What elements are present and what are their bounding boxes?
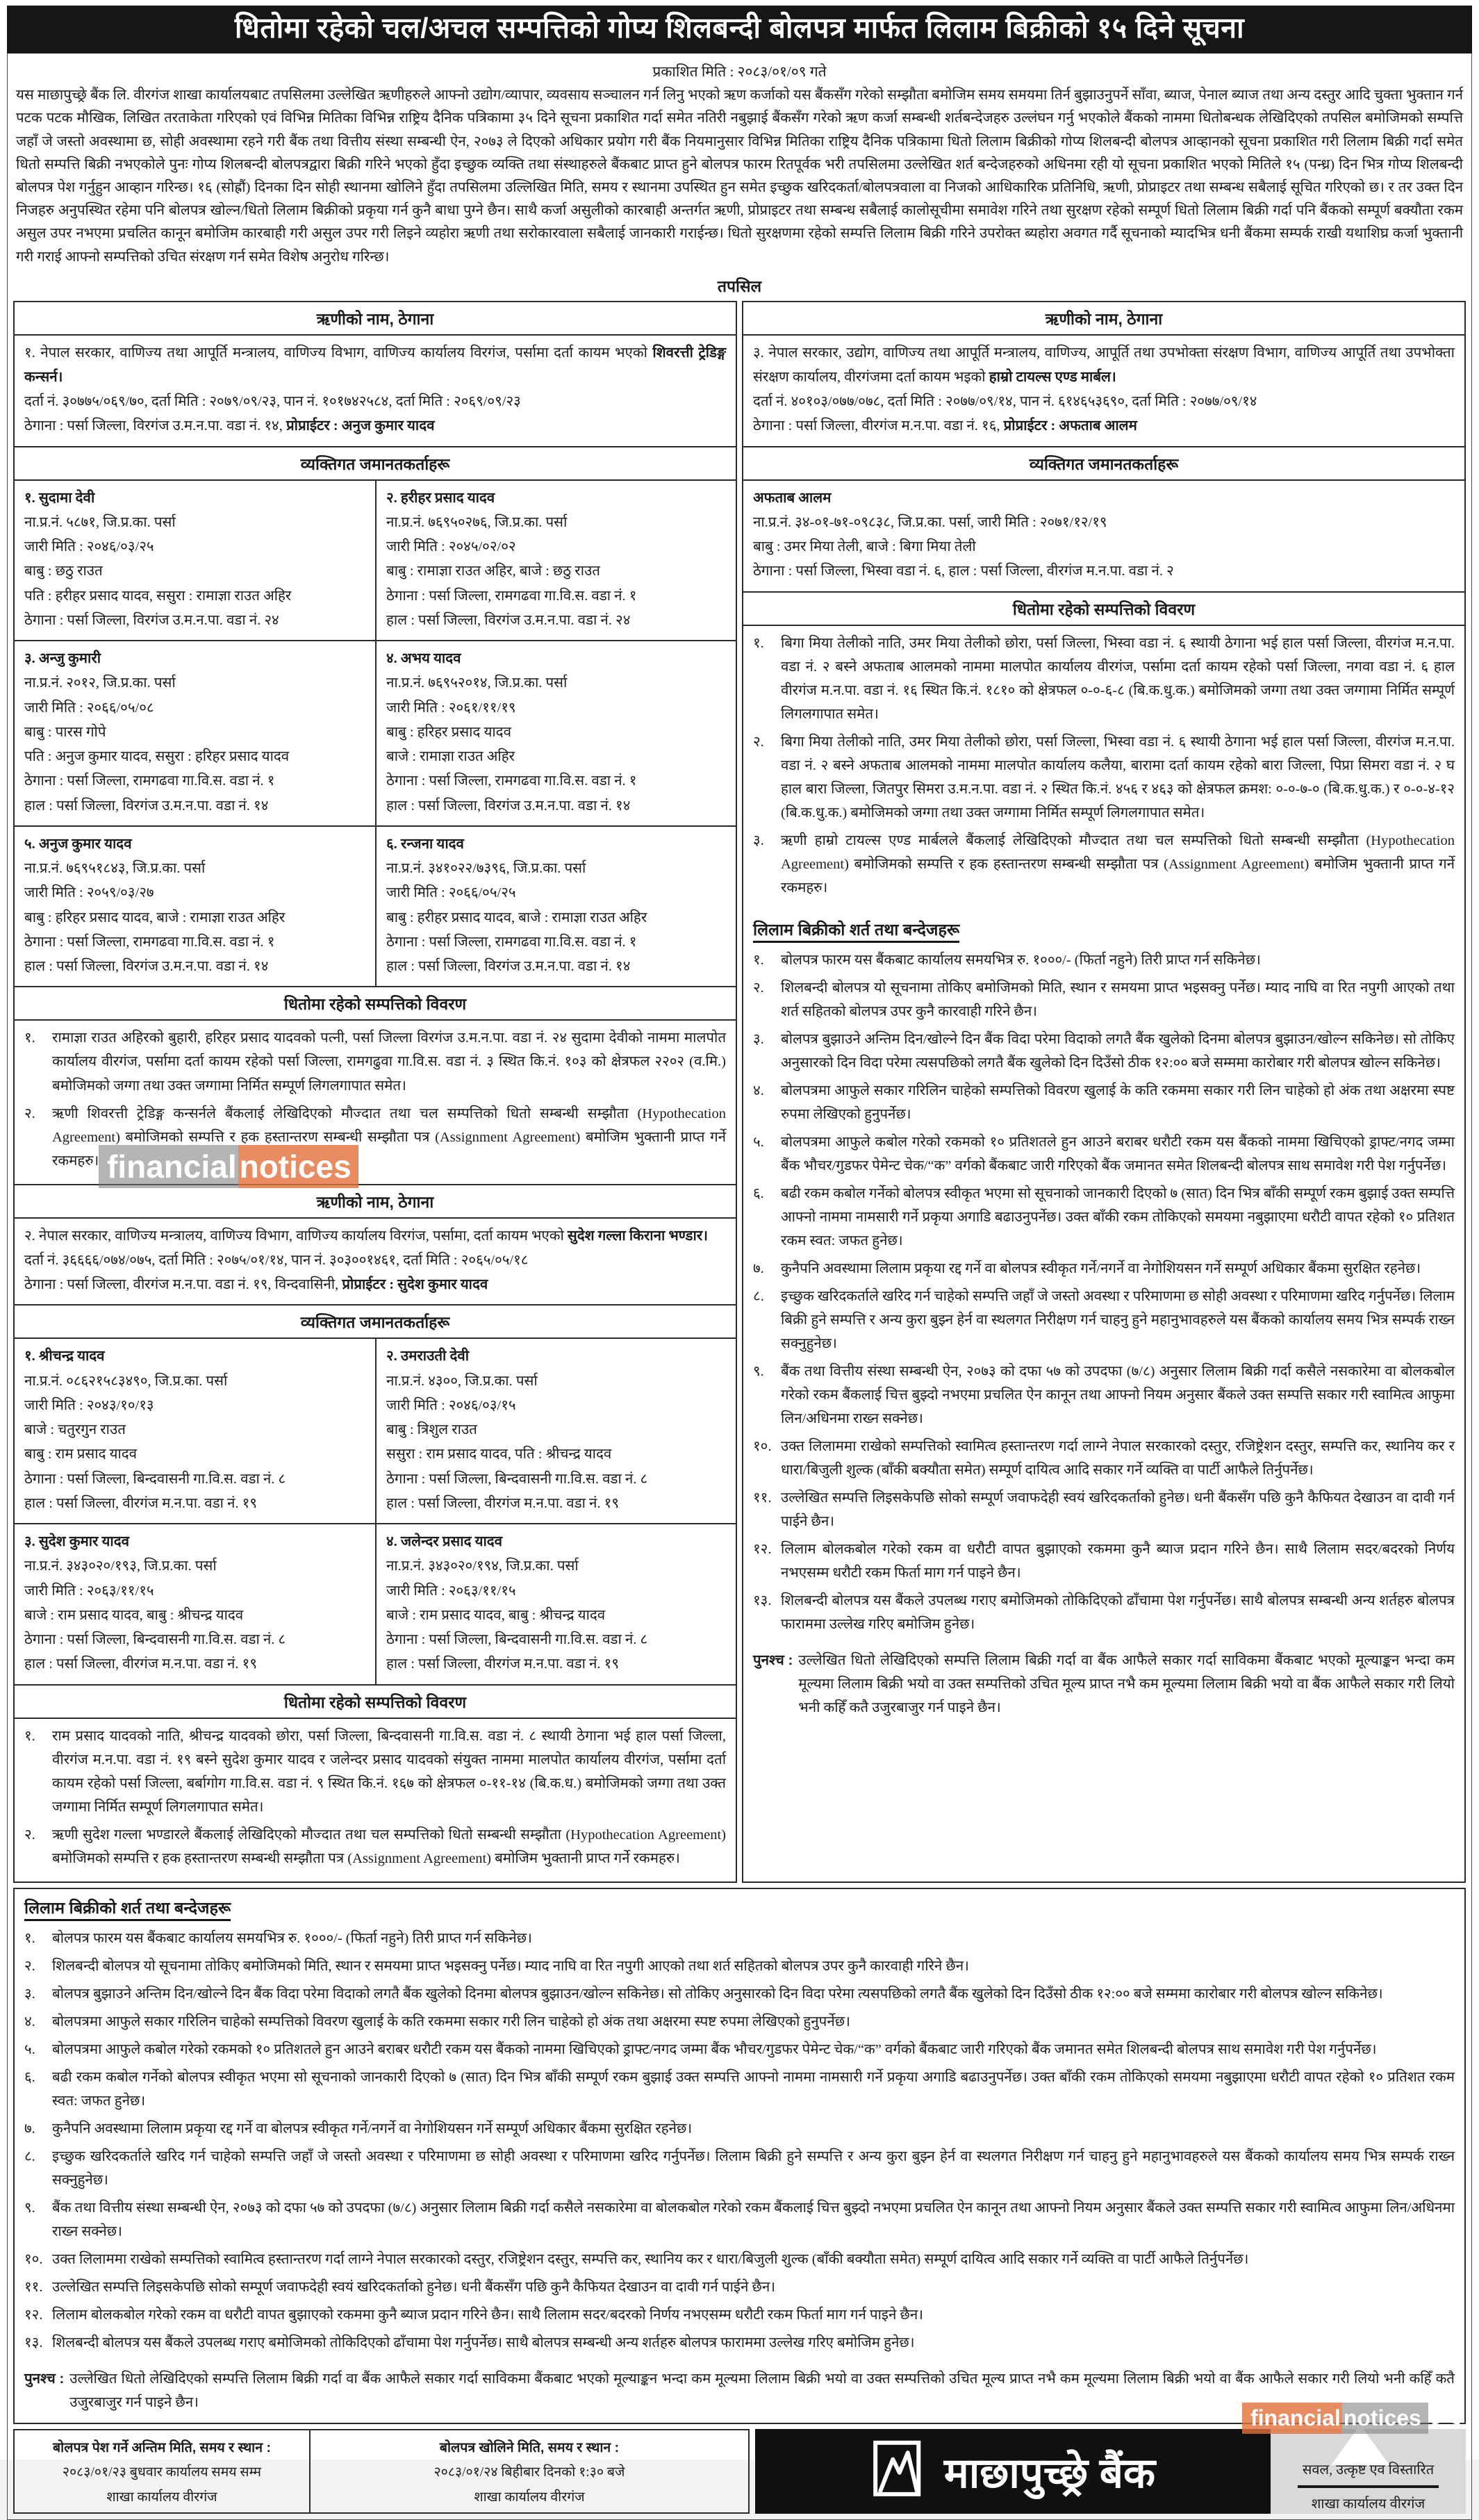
- numbered-item: [24, 2248, 1455, 2271]
- guarantor-detail-line: बाबु : उमर मिया तेली, बाजे : बिगा मिया तेली: [753, 539, 976, 555]
- guarantor-detail-line: बाबु : त्रिशुल राउत: [386, 1422, 477, 1438]
- numbered-item: [753, 1538, 1455, 1585]
- numbered-item: [753, 1589, 1455, 1636]
- tapsil-label: तपसिल: [717, 277, 762, 295]
- debtor2-header: ऋणीको नाम, ठेगाना: [15, 1184, 736, 1219]
- numbered-item: [24, 2275, 1455, 2299]
- terms-list-right: [743, 943, 1464, 1647]
- guarantor-detail-line: बाबु : पारस गोपे: [24, 724, 106, 740]
- guarantor-detail-line: ठेगाना : पर्सा जिल्ला, भिस्वा वडा नं. ६, हाल : पर्सा जिल्ला, वीरगंज म.न.पा. वडा नं. २: [753, 563, 1174, 579]
- debtor1-property-list: [15, 1021, 736, 1183]
- guarantor-detail-line: पति : हरीहर प्रसाद यादव, ससुरा : रामाज्ञा राउत अहिर: [24, 588, 292, 604]
- published-date: प्रकाशित मिति : २०८३/०१/०९ गते: [652, 63, 827, 81]
- bank-tagline: सवल, उत्कृष्ट एवं विस्तारित: [1302, 2462, 1435, 2478]
- guarantor-detail-line: ना.प्र.नं. ३४३०२०/१९३, जि.प्र.का. पर्सा: [24, 1558, 217, 1574]
- guarantor-detail-line: हाल : पर्सा जिल्ला, वीरगंज म.न.पा. वडा नं. १९: [24, 1495, 258, 1511]
- item-number: ९.: [753, 1364, 764, 1380]
- debtor1-proprietor: प्रोप्राईटर : अनुज कुमार यादव: [286, 418, 435, 434]
- numbered-item: [24, 2117, 1455, 2141]
- item-text: रामाज्ञा राउत अहिरको बुहारी, हरिहर प्रसाद यादवको पत्नी, पर्सा जिल्ला विरगंज उ.म.न.पा. वडा नं. २४ सुदामा देवीको नाममा मालपोत कार्यालय वीरगंज, पर्सामा दर्ता कायम रहेको पर्सा जिल्ला, रामगढुवा गा.वि.स. वडा नं. ३ स्थित कि.नं. १०३ को क्षेत्रफल २२०२ (व.मि.) बमोजिमको जग्गा तथा उक्त जग्गामा निर्मित सम्पूर्ण लिगलगापात समेत।: [52, 1030, 726, 1094]
- numbered-item: [753, 1486, 1455, 1533]
- guarantor-name: ४. जलेन्दर प्रसाद यादव: [386, 1534, 503, 1550]
- guarantor-detail-line: बाजे : राम प्रसाद यादव, बाबु : श्रीचन्द्र यादव: [24, 1607, 244, 1623]
- bid-opening-place: शाखा कार्यालय वीरगंज: [474, 2489, 585, 2505]
- guarantor-detail-line: हाल : पर्सा जिल्ला, विरगंज उ.म.न.पा. वडा नं. १४: [24, 798, 269, 814]
- guarantor-cell: [375, 1339, 736, 1523]
- watermark-financialnotices-bottom: financial notices ▶◀: [1242, 2403, 1460, 2434]
- guarantor-detail-line: बाबु : हरीहर प्रसाद यादव, बाजे : रामाज्ञा राउत अहिर: [386, 909, 647, 925]
- terms-header-right: लिलाम बिक्रीको शर्त तथा बन्देजहरू: [743, 911, 1464, 943]
- guarantor-detail-line: ना.प्र.नं. ५८७१, जि.प्र.का. पर्सा: [24, 514, 176, 530]
- bid-submission-place: शाखा कार्यालय वीरगंज: [106, 2489, 217, 2505]
- item-number: १.: [24, 1728, 35, 1744]
- mountain-peak-icon: [1331, 2429, 1389, 2465]
- numbered-item: [24, 2038, 1455, 2061]
- item-number: ५.: [753, 1135, 764, 1150]
- bottom-terms-section: [13, 1888, 1466, 2424]
- item-text: उक्त लिलाममा राखेको सम्पत्तिको स्वामित्व हस्तान्तरण गर्दा लाग्ने नेपाल सरकारको दस्तुर, रजिष्ट्रेशन दस्तुर, सम्पत्ति कर, स्थानिय कर र धारा/बिजुली शुल्क (बाँकी बक्यौता समेत) सम्पूर्ण दायित्व आदि सकार गर्ने व्यक्ति वा पार्टी आफैले तिर्नुपर्नेछ।: [781, 1439, 1455, 1479]
- debtor2-info: [15, 1219, 736, 1305]
- guarantor-cell: [15, 481, 375, 641]
- item-number: २.: [24, 1827, 35, 1843]
- debtor3-guarantor-grid: [743, 481, 1464, 591]
- guarantor-detail-line: ठेगाना : पर्सा जिल्ला, बिन्दवासनी गा.वि.स. वडा नं. ८: [386, 1471, 648, 1487]
- guarantor-name: १. श्रीचन्द्र यादव: [24, 1349, 105, 1365]
- guarantor-detail-line: जारी मिति : २०५९/०३/२७: [24, 885, 154, 901]
- guarantor-detail-line: हाल : पर्सा जिल्ला, वीरगंज म.न.पा. वडा नं. १९: [386, 1656, 620, 1672]
- item-text: बोलपत्रमा आफुले सकार गरिलिन चाहेको सम्पत्तिको विवरण खुलाई के कति रकममा सकार गरी लिन चाहेको हो अंक तथा अक्षरमा स्पष्ट रुपमा लेखिएको हुनुपर्नेछ।: [781, 1082, 1455, 1122]
- debtor1-name-line: १. नेपाल सरकार, वाणिज्य तथा आपूर्ति मन्त्रालय, वाणिज्य विभाग, वाणिज्य कार्यालय विरगंज, पर्सामा दर्ता कायम भएको: [24, 345, 653, 361]
- debtor1-guarantors-header: व्यक्तिगत जमानतकर्ताहरू: [15, 446, 736, 481]
- bid-opening-datetime: २०८३/०१/२४ बिहीबार दिनको १:३० बजे: [433, 2465, 625, 2480]
- item-number: ५.: [24, 2041, 35, 2057]
- numbered-item: [24, 1026, 726, 1097]
- watermark-arrow-icon: ▶◀: [1432, 2408, 1460, 2428]
- guarantor-detail-line: ठेगाना : पर्सा जिल्ला, रामगढवा गा.वि.स. वडा नं. १: [24, 934, 275, 950]
- item-number: १३.: [753, 1593, 772, 1609]
- item-number: ७.: [753, 1261, 764, 1277]
- item-number: ३.: [753, 832, 764, 848]
- item-number: ४.: [24, 2013, 35, 2029]
- debtor3-guarantors-header: व्यक्तिगत जमानतकर्ताहरू: [743, 446, 1464, 481]
- numbered-item: [753, 1285, 1455, 1356]
- bank-tagline-panel: [1271, 2429, 1466, 2514]
- guarantor-detail-line: जारी मिति : २०४६/०३/१५: [386, 1397, 516, 1413]
- terms-header-bottom: लिलाम बिक्रीको शर्त तथा बन्देजहरू: [15, 1889, 1464, 1921]
- item-number: २.: [24, 1958, 35, 1974]
- guarantor-detail-line: ना.प्र.नं. ३४१०२२/७३९६, जि.प्र.का. पर्सा: [386, 861, 586, 877]
- guarantor-name: ४. अभय यादव: [386, 651, 461, 667]
- debtor1-info: [15, 336, 736, 446]
- numbered-item: [24, 2331, 1455, 2355]
- guarantor-detail-line: हाल : पर्सा जिल्ला, विरगंज उ.म.न.पा. वडा नं. १४: [386, 798, 631, 814]
- guarantor-name: ३. अन्जु कुमारी: [24, 651, 101, 667]
- guarantor-cell: [15, 1523, 375, 1684]
- item-number: १३.: [24, 2334, 43, 2350]
- bid-submission-datetime: २०८३/०१/२३ बुधवार कार्यालय समय सम्म: [62, 2465, 262, 2480]
- postscript-text: उल्लेखित धितो लेखिदिएको सम्पत्ति लिलाम बिक्री गर्दा वा बैंक आफैले सकार गर्दा साविकमा बैंकबाट भएको मूल्याङ्कन भन्दा कम मूल्यमा लिलाम बिक्री भयो वा उक्त सम्पत्तिको उचित मूल्य प्राप्त नभै कम मूल्यमा लिलाम बिक्री भयो वा बैंक आफैले सकार गरी लियो भनी कहिँ कतै उजुरबाजुर गर्न पाइने छैन।: [798, 1653, 1455, 1716]
- item-text: बिगा मिया तेलीको नाति, उमर मिया तेलीको छोरा, पर्सा जिल्ला, भिस्वा वडा नं. ६ स्थायी ठेगाना भई हाल पर्सा जिल्ला, वीरगंज म.न.पा. वडा नं. २ बस्ने अफताब आलमको नाममा मालपोत कार्यालय कलैया, बारामा दर्ता कायम रहेको बारा जिल्ला, पिप्रा सिमरा वडा नं. २ घ हाल बारा जिल्ला, जितपुर सिमरा उ.म.न.पा. वडा नं. २ स्थित कि.नं. ४५६ र ४६३ को क्षेत्रफल क्रमश: ०-०-७-० (बि.क.धु.क.) र ०-०-४-१२ (बि.क.धु.क.) बमोजिमको जग्गा तथा उक्त जग्गामा निर्मित सम्पूर्ण लिगलगापात समेत।: [781, 734, 1455, 821]
- terms-list-bottom: [15, 1921, 1464, 2366]
- numbered-item: [24, 1102, 726, 1173]
- guarantor-detail-line: हाल : पर्सा जिल्ला, विरगंज उ.म.न.पा. वडा नं. २४: [386, 612, 631, 628]
- branch-office: शाखा कार्यालय वीरगंज: [1311, 2496, 1426, 2512]
- numbered-item: [753, 632, 1455, 726]
- guarantor-detail-line: जारी मिति : २०६३/११/१५: [24, 1583, 154, 1599]
- postscript-right: [743, 1647, 1464, 1727]
- debtor2-guarantors-header: व्यक्तिगत जमानतकर्ताहरू: [15, 1304, 736, 1339]
- item-text: कुनैपनि अवस्थामा लिलाम प्रकृया रद्द गर्ने वा बोलपत्र स्वीकृत गर्ने/नगर्ने वा नेगोशियसन गर्ने सम्पूर्ण अधिकार बैंकमा सुरक्षित रहनेछ।: [52, 2120, 693, 2136]
- numbered-item: [753, 1028, 1455, 1075]
- postscript-label: पुनश्च :: [753, 1652, 793, 1669]
- item-number: १.: [753, 635, 764, 651]
- debtor1-address: ठेगाना : पर्सा जिल्ला, विरगंज उ.म.न.पा. वडा नं. १४,: [24, 418, 286, 434]
- item-number: ४.: [753, 1082, 764, 1098]
- item-text: बढी रकम कबोल गर्नेको बोलपत्र स्वीकृत भएमा सो सूचनाको जानकारी दिएको ७ (सात) दिन भित्र बाँकी सम्पूर्ण रकम बुझाई उक्त सम्पत्ति आफ्नो नाममा नामसारी गर्ने प्रकृया अगाडि बढाउनुपर्नेछ। उक्त बाँकी रकम तोकिएको समयमा नबुझाएमा धरौटी वापत रहेको १० प्रतिशत रकम स्वत: जफत हुनेछ।: [52, 2069, 1455, 2109]
- guarantor-detail-line: हाल : पर्सा जिल्ला, वीरगंज म.न.पा. वडा नं. १९: [24, 1656, 258, 1672]
- numbered-item: [753, 1257, 1455, 1280]
- notice-title: धितोमा रहेको चल/अचल सम्पत्तिको गोप्य शिलबन्दी बोलपत्र मार्फत लिलाम बिक्रीको १५ दिने सूचना: [234, 12, 1245, 44]
- tagline-divider: [1298, 2485, 1438, 2488]
- detail-columns: [13, 301, 1466, 1883]
- item-text: बोलपत्रमा आफुले कबोल गरेको रकमको १० प्रतिशतले हुन आउने बराबर धरौटी रकम यस बैंकको नाममा खिचिएको ड्राफ्ट/नगद जम्मा बैंक भौचर/गुडफर पेमेन्ट चेक/“क” वर्गको बैंकबाट जारी गरिएको बैंक जमानत समेत शिलबन्दी बोलपत्र साथ समावेश गरी पेश गर्नुपर्नेछ।: [52, 2041, 1377, 2057]
- bid-opening-title: बोलपत्र खोलिने मिति, समय र स्थान :: [439, 2439, 620, 2455]
- item-text: कुनैपनि अवस्थामा लिलाम प्रकृया रद्द गर्ने वा बोलपत्र स्वीकृत गर्ने/नगर्ने वा नेगोशियसन गर्ने सम्पूर्ण अधिकार बैंकमा सुरक्षित रहनेछ।: [781, 1261, 1421, 1277]
- debtor2-property-header: धितोमा रहेको सम्पत्तिको विवरण: [15, 1684, 736, 1719]
- guarantor-name: १. सुदामा देवी: [24, 490, 95, 506]
- notice-title-bar: [7, 6, 1472, 53]
- debtor2-firm-name: सुदेश गल्ला किराना भण्डार।: [567, 1228, 708, 1244]
- guarantor-detail-line: ना.प्र.नं. २०१२, जि.प्र.का. पर्सा: [24, 675, 176, 691]
- guarantor-detail-line: जारी मिति : २०४६/०३/२५: [24, 539, 154, 555]
- numbered-item: [24, 2010, 1455, 2034]
- guarantor-detail-line: जारी मिति : २०६६/०५/२५: [386, 885, 516, 901]
- intro-paragraph: यस माछापुच्छ्रे बैंक लि. वीरगंज शाखा कार्यालयबाट तपसिलमा उल्लेखित ऋणीहरुले आफ्नो उद्योग/व्यापार, व्यवसाय सञ्चालन गर्न लिनु भएको ऋण कर्जाको यस बैंकसँग गरेको सम्झौता बमोजिम समय समयमा तिर्न बुझाउनुपर्ने साँवा, ब्याज, पेनाल ब्याज तथा अन्य दस्तुर आदि चुक्ता भुक्तान गर्न पटक पटक मौखिक, लिखित तरताकेता गरिएको एवं विभिन्न मितिका विभिन्न राष्ट्रिय दैनिक पत्रिकामा ३५ दिने सूचना प्रकाशित गर्दा समेत नतिरी नबुझाई बैंकसँग गरेको ऋण कर्जा सम्बन्धी शर्तबन्देजहरु उल्लंघन गर्नु भएकोले बैंकको नाममा धितोबन्धक लेखिदिएको तपसिल बमोजिमको सम्पत्ति जहाँ जे जस्तो अवस्थामा छ, सोही अवस्थामा रहने गरी बैंक तथा वित्तीय संस्था सम्बन्धी ऐन, २०७३ ले दिएको अधिकार प्रयोग गरी बैंक नियमानुसार विभिन्न मितिका राष्ट्रिय दैनिक पत्रिकामा धितो लिलाम बिक्रीको गोप्य शिलबन्दी बोलपत्र आव्हानको सूचना प्रकाशित गरी लिलाम बिक्री गर्दा समेत धितो सम्पत्ति बिक्री नभएकोले पुनः गोप्य शिलबन्दी बोलपत्रद्वारा बिक्री गरिने भएको हुँदा इच्छुक व्यक्ति तथा संस्थाहरुले बैंकबाट प्राप्त हुने बोलपत्र फारम रितपूर्वक भरी तपसिलमा उल्लेखित शर्त बन्देजहरुको अधिनमा रही यो सूचना प्रकाशित भएको मितिले १५ (पन्ध्र) दिन भित्र गोप्य शिलबन्दी बोलपत्र पेश गर्नुहुन आव्हान गरिन्छ। १६ (सोह्रौं) दिनका दिन सोही स्थानमा खोलिने हुँदा तपसिलमा उल्लिखित मिति, समय र स्थानमा उपस्थित हुन समेत इच्छुक खरिदकर्ता/बोलपत्रवाला वा निजको आधिकारिक प्रतिनिधि, ऋणी, प्रोप्राइटर तथा सम्बन्ध सबैलाई सूचित गरिएको छ। र तर उक्त दिन निजहरु अनुपस्थित रहेमा पनि बोलपत्र खोल्न/धितो लिलाम बिक्रीको प्रकृया गर्न कुनै बाधा पुग्ने छैन। साथै कर्जा असुलीको कारबाही अन्तर्गत ऋणी, प्रोप्राइटर तथा सम्बन्ध सबैलाई कालोसूचीमा समावेश गरिने तथा सुरक्षण रहेको सम्पूर्ण धितो लिलाम बिक्री गर्दा पनि बैंकको सम्पूर्ण बक्यौता रकम असुल उपर नभएमा प्रचलित कानून बमोजिम कारबाही गरी असुल उपर गरी लिइने व्यहोरा ऋणी तथा सरोकारवाला सबैलाई जानकारी गराईन्छ। धितो सुरक्षणमा रहेको सम्पत्ति लिलाम बिक्री गरिने उपरोक्त ब्यहोरा अवगत गर्दै सूचनाको म्यादभित्र धनी बैंकमा सम्पर्क राखी यथाशिघ्र कर्जा भुक्तानी गरी गराई आफ्नो सम्पत्तिको उचित संरक्षण गर्न समेत विशेष अनुरोध गरिन्छ।: [16, 88, 1463, 265]
- debtor1-firm-name: शिवरत्ती ट्रेडिङ्ग कन्सर्न।: [24, 345, 726, 385]
- item-text: बढी रकम कबोल गर्नेको बोलपत्र स्वीकृत भएमा सो सूचनाको जानकारी दिएको ७ (सात) दिन भित्र बाँकी सम्पूर्ण रकम बुझाई उक्त सम्पत्ति आफ्नो नाममा नामसारी गर्ने प्रकृया अगाडि बढाउनुपर्नेछ। उक्त बाँकी रकम तोकिएको समयमा नबुझाएमा धरौटी वापत रहेको १० प्रतिशत रकम स्वत: जफत हुनेछ।: [781, 1186, 1455, 1249]
- debtor3-header: ऋणीको नाम, ठेगाना: [743, 302, 1464, 336]
- guarantor-cell: [375, 640, 736, 825]
- item-number: २.: [753, 980, 764, 996]
- bid-opening-box: [311, 2429, 750, 2514]
- item-text: शिलबन्दी बोलपत्र यस बैंकले उपलब्ध गराए बमोजिमको तोकिदिएको ढाँचामा पेश गर्नुपर्नेछ। साथै बोलपत्र सम्बन्धी अन्य शर्तहरु बोलपत्र फाराममा उल्लेख गरिए बमोजिम हुनेछ।: [52, 2334, 915, 2350]
- guarantor-detail-line: ठेगाना : पर्सा जिल्ला, रामगढवा गा.वि.स. वडा नं. १: [386, 773, 637, 789]
- numbered-item: [24, 2303, 1455, 2327]
- debtor1-property-header: धितोमा रहेको सम्पत्तिको विवरण: [15, 986, 736, 1021]
- debtor1-registration: दर्ता नं. ३०७७५/०६९/७०, दर्ता मिति : २०७९/०९/२३, पान नं. १०१७४२५८४, दर्ता मिति : २०६९/०९/२३: [24, 394, 521, 410]
- item-number: ९.: [24, 2200, 35, 2216]
- guarantor-detail-line: बाबु : हरिहर प्रसाद यादव: [386, 724, 511, 740]
- numbered-item: [24, 2066, 1455, 2113]
- item-text: उक्त लिलाममा राखेको सम्पत्तिको स्वामित्व हस्तान्तरण गर्दा लाग्ने नेपाल सरकारको दस्तुर, रजिष्ट्रेशन दस्तुर, सम्पत्ति कर, स्थानिय कर र धारा/बिजुली शुल्क (बाँकी बक्यौता समेत) सम्पूर्ण दायित्व आदि सकार गर्ने व्यक्ति वा पार्टी आफैले तिर्नुपर्नेछ।: [52, 2251, 1249, 2267]
- debtor3-info: [743, 336, 1464, 446]
- debtor3-property-list: [743, 626, 1464, 911]
- numbered-item: [24, 2196, 1455, 2243]
- numbered-item: [24, 1982, 1455, 2006]
- guarantor-detail-line: ना.प्र.नं. ४३००, जि.प्र.का. पर्सा: [386, 1373, 538, 1389]
- right-column: [742, 301, 1466, 1883]
- footer-row: [13, 2429, 1466, 2514]
- item-text: बोलपत्र फारम यस बैंकबाट कार्यालय समयभित्र रु. १०००/- (फिर्ता नहुने) तिरी प्राप्त गर्न सकिनेछ।: [781, 952, 1261, 968]
- item-text: उल्लेखित सम्पत्ति लिइसकेपछि सोको सम्पूर्ण जवाफदेही स्वयं खरिदकर्ताको हुनेछ। धनी बैंकसँग पछि कुनै कैफियत देखाउन वा दावी गर्न पाईने छैन।: [781, 1490, 1455, 1530]
- guarantor-detail-line: ना.प्र.नं. ३४३०२०/१९४, जि.प्र.का. पर्सा: [386, 1558, 579, 1574]
- debtor3-address: ठेगाना : पर्सा जिल्ला, वीरगंज म.न.पा. वडा नं. १६,: [753, 418, 1004, 434]
- bid-submission-box: [13, 2429, 311, 2514]
- numbered-item: [753, 1360, 1455, 1431]
- debtor3-property-header: धितोमा रहेको सम्पत्तिको विवरण: [743, 591, 1464, 626]
- item-text: इच्छुक खरिदकर्ताले खरिद गर्न चाहेको सम्पत्ति जहाँ जे जस्तो अवस्था र परिमाणमा छ सोही अवस्था र परिमाणमा खरिद गर्नुपर्नेछ। लिलाम बिक्री हुने सम्पत्ति र अन्य कुरा बुझ्न हेर्न वा स्थलगत निरीक्षण गर्न चाहनु हुने महानुभावहरुले यस बैंकको कार्यालय समय भित्र सम्पर्क राख्न सक्नुहुनेछ।: [781, 1289, 1455, 1352]
- guarantor-name: २. हरीहर प्रसाद यादव: [386, 490, 495, 506]
- postscript-bottom: [15, 2366, 1464, 2421]
- guarantor-name: अफताब आलम: [753, 490, 832, 506]
- debtor3-proprietor: प्रोप्राईटर : अफताब आलम: [1003, 418, 1137, 434]
- item-number: १२.: [24, 2307, 43, 2323]
- debtor2-guarantor-grid: [15, 1339, 736, 1683]
- item-text: इच्छुक खरिदकर्ताले खरिद गर्न चाहेको सम्पत्ति जहाँ जे जस्तो अवस्था र परिमाणमा छ सोही अवस्था र परिमाणमा खरिद गर्नुपर्नेछ। लिलाम बिक्री हुने सम्पत्ति र अन्य कुरा बुझ्न हेर्न वा स्थलगत निरीक्षण गर्न चाहनु हुने महानुभावहरुले यस बैंकको कार्यालय समय भित्र सम्पर्क राख्न सक्नुहुनेछ।: [52, 2148, 1455, 2188]
- numbered-item: [24, 1724, 726, 1819]
- guarantor-detail-line: ठेगाना : पर्सा जिल्ला, रामगढवा गा.वि.स. वडा नं. १: [386, 588, 637, 604]
- left-column: [13, 301, 737, 1883]
- guarantor-detail-line: बाजे : रामाज्ञा राउत अहिर: [386, 749, 515, 765]
- guarantor-detail-line: जारी मिति : २०६१/११/१९: [386, 700, 516, 716]
- watermark-financialnotices: financial notices ▶◀: [99, 1145, 402, 1188]
- item-text: शिलबन्दी बोलपत्र यो सूचनामा तोकिए बमोजिमको मिति, स्थान र समयमा प्राप्त भइसक्नु पर्नेछ। म्याद नाघि वा रित नपुगी आएको तथा शर्त सहितको बोलपत्र उपर कुनै कारवाही गरिने छैन।: [781, 980, 1455, 1019]
- numbered-item: [753, 730, 1455, 825]
- item-text: लिलाम बोलकबोल गरेको रकम वा धरौटी वापत बुझाएको रकममा कुनै ब्याज प्रदान गरिने छैन। साथै लिलाम सदर/बदरको निर्णय नभएसम्म धरौटी रकम फिर्ता माग गर्न पाइने छैन।: [52, 2307, 923, 2323]
- item-text: बोलपत्रमा आफुले कबोल गरेको रकमको १० प्रतिशतले हुन आउने बराबर धरौटी रकम यस बैंकको नाममा खिचिएको ड्राफ्ट/नगद जम्मा बैंक भौचर/गुडफर पेमेन्ट चेक/“क” वर्गको बैंकबाट जारी गरिएको बैंक जमानत समेत शिलबन्दी बोलपत्र साथ समावेश गरी पेश गर्नुपर्नेछ।: [781, 1135, 1455, 1174]
- guarantor-detail-line: पति : अनुज कुमार यादव, ससुरा : हरिहर प्रसाद यादव: [24, 749, 290, 765]
- debtor3-firm-name: हाम्रो टायल्स एण्ड मार्बल।: [989, 369, 1116, 385]
- guarantor-name: ६. रन्जना यादव: [386, 836, 464, 852]
- guarantor-detail-line: ना.प्र.नं. ३४-०१-७१-०९८३८, जि.प्र.का. पर्सा, जारी मिति : २०७१/१२/१९: [753, 514, 1107, 530]
- item-text: बैंक तथा वित्तीय संस्था सम्बन्धी ऐन, २०७३ को दफा ५७ को उपदफा (७/८) अनुसार लिलाम बिक्री गर्दा कसैले नसकारेमा वा बोलकबोल गरेको रकम बैंकलाई चित्त बुझ्दो नभएमा प्रचलित ऐन कानून तथा आफ्नो नियम अनुसार बैंकले उक्त सम्पत्ति सकार गरी स्वामित्व आफुमा लिन/अधिनमा राख्न सक्नेछ।: [52, 2200, 1455, 2239]
- item-number: २.: [753, 734, 764, 750]
- item-number: ३.: [753, 1031, 764, 1047]
- guarantor-cell: [15, 640, 375, 825]
- item-text: बोलपत्रमा आफुले सकार गरिलिन चाहेको सम्पत्तिको विवरण खुलाई के कति रकममा सकार गरी लिन चाहेको हो अंक तथा अक्षरमा स्पष्ट रुपमा लेखिएको हुनुपर्नेछ।: [52, 2013, 850, 2029]
- guarantor-detail-line: बाबु : छठु राउत: [24, 563, 103, 579]
- guarantor-detail-line: बाबु : हरिहर प्रसाद यादव, बाजे : रामाज्ञा राउत अहिर: [24, 909, 286, 925]
- guarantor-name: ५. अनुज कुमार यादव: [24, 836, 132, 852]
- guarantor-detail-line: बाजे : चतुरगुन राउत: [24, 1422, 126, 1438]
- numbered-item: [24, 2145, 1455, 2192]
- item-text: उल्लेखित सम्पत्ति लिइसकेपछि सोको सम्पूर्ण जवाफदेही स्वयं खरिदकर्ताको हुनेछ। धनी बैंकसँग पछि कुनै कैफियत देखाउन वा दावी गर्न पाईने छैन।: [52, 2279, 775, 2295]
- item-number: २.: [24, 1105, 35, 1121]
- item-number: ६.: [24, 2069, 35, 2085]
- guarantor-detail-line: जारी मिति : २०४५/०२/०२: [386, 539, 516, 555]
- numbered-item: [753, 1182, 1455, 1253]
- item-number: ८.: [24, 2148, 35, 2164]
- item-text: बोलपत्र बुझाउने अन्तिम दिन/खोल्ने दिन बैंक विदा परेमा विदाको लगतै बैंक खुलेको दिनमा बोलपत्र बुझाउन/खोल्न सकिनेछ। सो तोकिए अनुसारको दिन विदा परेमा त्यसपछिको लगतै बैंक खुलेको दिन दिउँसो ठीक १२:०० बजे सम्ममा कारोबार गरी बोलपत्र खोल्न सकिनेछ।: [52, 1986, 1383, 2002]
- guarantor-detail-line: ना.प्र.नं. ७६९५०२७६, जि.प्र.का. पर्सा: [386, 514, 568, 530]
- item-number: ११.: [753, 1490, 772, 1506]
- guarantor-detail-line: जारी मिति : २०६६/०५/०८: [24, 700, 154, 716]
- item-number: १.: [24, 1930, 35, 1946]
- guarantor-detail-line: ना.प्र.नं. ७६९५१८४३, जि.प्र.का. पर्सा: [24, 861, 206, 877]
- guarantor-detail-line: ठेगाना : पर्सा जिल्ला, बिन्दवासनी गा.वि.स. वडा नं. ८: [24, 1632, 286, 1648]
- item-number: ६.: [753, 1186, 764, 1202]
- item-number: ८.: [753, 1289, 764, 1305]
- postscript-text: उल्लेखित धितो लेखिदिएको सम्पत्ति लिलाम बिक्री गर्दा वा बैंक आफैले सकार गर्दा साविकमा बैंकबाट भएको मूल्याङ्कन भन्दा कम मूल्यमा लिलाम बिक्री भयो वा उक्त सम्पत्तिको उचित मूल्य प्राप्त नभै कम मूल्यमा लिलाम बिक्री भयो वा बैंक आफैले सकार गरी लियो भनी कहिँ कतै उजुरबाजुर गर्न पाइने छैन।: [69, 2371, 1455, 2410]
- guarantor-cell: [375, 481, 736, 641]
- guarantor-detail-line: ठेगाना : पर्सा जिल्ला, रामगढवा गा.वि.स. वडा नं. १: [24, 773, 275, 789]
- debtor2-property-list: [15, 1719, 736, 1881]
- item-text: बैंक तथा वित्तीय संस्था सम्बन्धी ऐन, २०७३ को दफा ५७ को उपदफा (७/८) अनुसार लिलाम बिक्री गर्दा कसैले नसकारेमा वा बोलकबोल गरेको रकम बैंकलाई चित्त बुझ्दो नभएमा प्रचलित ऐन कानून तथा आफ्नो नियम अनुसार बैंकले उक्त सम्पत्ति सकार गरी स्वामित्व आफुमा लिन/अधिनमा राख्न सक्नेछ।: [781, 1364, 1455, 1427]
- numbered-item: [753, 1130, 1455, 1178]
- guarantor-detail-line: जारी मिति : २०४३/१०/१३: [24, 1397, 154, 1413]
- item-text: बोलपत्र फारम यस बैंकबाट कार्यालय समयभित्र रु. १०००/- (फिर्ता नहुने) तिरी प्राप्त गर्न सकिनेछ।: [52, 1930, 532, 1946]
- bank-logo-panel: [755, 2429, 1271, 2514]
- item-number: १०.: [753, 1439, 772, 1455]
- item-text: राम प्रसाद यादवको नाति, श्रीचन्द्र यादवको छोरा, पर्सा जिल्ला, बिन्दवासनी गा.वि.स. वडा नं. ८ स्थायी ठेगाना भई हाल पर्सा जिल्ला, वीरगंज म.न.पा. वडा नं. १९ बस्ने सुदेश कुमार यादव र जलेन्दर प्रसाद यादवको संयुक्त नाममा मालपोत कार्यालय वीरगंज, पर्सामा दर्ता कायम रहेको पर्सा जिल्ला, बर्बागोग गा.वि.स. वडा नं. ९ स्थित कि.नं. १६७ को क्षेत्रफल ०-११-१४ (बि.क.ध.) बमोजिमको जग्गा तथा उक्त जग्गामा निर्मित सम्पूर्ण लिगलगापात समेत।: [52, 1728, 726, 1815]
- item-text: बोलपत्र बुझाउने अन्तिम दिन/खोल्ने दिन बैंक विदा परेमा विदाको लगतै बैंक खुलेको दिनमा बोलपत्र बुझाउन/खोल्न सकिनेछ। सो तोकिए अनुसारको दिन विदा परेमा त्यसपछिको लगतै बैंक खुलेको दिन दिउँसो ठीक १२:०० बजे सम्ममा कारोबार गरी बोलपत्र खोल्न सकिनेछ।: [781, 1031, 1455, 1071]
- item-number: १.: [753, 952, 764, 968]
- guarantor-detail-line: ठेगाना : पर्सा जिल्ला, बिन्दवासनी गा.वि.स. वडा नं. ८: [24, 1471, 286, 1487]
- guarantor-detail-line: जारी मिति : २०६३/११/१५: [386, 1583, 516, 1599]
- numbered-item: [753, 1079, 1455, 1126]
- debtor2-name-line: २. नेपाल सरकार, वाणिज्य मन्त्रालय, वाणिज्य विभाग, वाणिज्य कार्यालय विरगंज, पर्सामा, दर्ता कायम भएको: [24, 1228, 568, 1244]
- guarantor-cell: [375, 1523, 736, 1684]
- debtor2-proprietor: प्रोप्राईटर : सुदेश कुमार यादव: [342, 1277, 488, 1293]
- guarantor-detail-line: ना.प्र.नं. ७६९५२०१४, जि.प्र.का. पर्सा: [386, 675, 568, 691]
- item-text: शिलबन्दी बोलपत्र यो सूचनामा तोकिए बमोजिमको मिति, स्थान र समयमा प्राप्त भइसक्नु पर्नेछ। म्याद नाघि वा रित नपुगी आएको तथा शर्त सहितको बोलपत्र उपर कुनै कारवाही गरिने छैन।: [52, 1958, 969, 1974]
- item-text: लिलाम बोलकबोल गरेको रकम वा धरौटी वापत बुझाएको रकममा कुनै ब्याज प्रदान गरिने छैन। साथै लिलाम सदर/बदरको निर्णय नभएसम्म धरौटी रकम फिर्ता माग गर्न पाइने छैन।: [781, 1542, 1455, 1581]
- postscript-label: पुनश्च :: [24, 2370, 65, 2387]
- item-number: १२.: [753, 1542, 772, 1558]
- guarantor-detail-line: ससुरा : राम प्रसाद यादव, पति : श्रीचन्द्र यादव: [386, 1447, 612, 1463]
- numbered-item: [24, 1823, 726, 1870]
- debtor3-registration: दर्ता नं. ४०१०३/०७७/०७८, दर्ता मिति : २०७७/०९/१४, पान नं. ६१४६५३६९०, दर्ता मिति : २०७७/०९/१४: [753, 394, 1257, 410]
- guarantor-name: ३. सुदेश कुमार यादव: [24, 1534, 130, 1550]
- item-text: बिगा मिया तेलीको नाति, उमर मिया तेलीको छोरा, पर्सा जिल्ला, भिस्वा वडा नं. ६ स्थायी ठेगाना भई हाल पर्सा जिल्ला, वीरगंज म.न.पा. वडा नं. २ बस्ने अफताब आलमको नाममा मालपोत कार्यालय वीरगंज, पर्सामा दर्ता कायम रहेको पर्सा जिल्ला, नगवा वडा नं. ६ हाल वीरगंज म.न.पा. वडा नं. १६ स्थित कि.नं. १८१० को क्षेत्रफल ०-०-६-८ (बि.क.धु.क.) बमोजिमको जग्गा तथा उक्त जग्गामा निर्मित सम्पूर्ण लिगलगापात समेत।: [781, 635, 1455, 722]
- guarantor-detail-line: ना.प्र.नं. ०८६२१५८३४९०, जि.प्र.का. पर्सा: [24, 1373, 228, 1389]
- guarantor-detail-line: हाल : पर्सा जिल्ला, वीरगंज म.न.पा. वडा नं. १९: [386, 1495, 620, 1511]
- notice-frame: [7, 53, 1472, 2520]
- item-number: ७.: [24, 2120, 35, 2136]
- guarantor-detail-line: हाल : पर्सा जिल्ला, विरगंज उ.म.न.पा. वडा नं. १४: [386, 959, 631, 975]
- guarantor-detail-line: बाबु : राम प्रसाद यादव: [24, 1447, 138, 1463]
- debtor2-registration: दर्ता नं. ३६६६६/०७४/०७५, दर्ता मिति : २०७५/०१/१४, पान नं. ३०३००१४६१, दर्ता मिति : २०६५/०५/१८: [24, 1252, 529, 1268]
- debtor3-name-line: ३. नेपाल सरकार, उद्योग, वाणिज्य तथा आपूर्ति मन्त्रालय, वाणिज्य, आपूर्ति तथा उपभोक्ता संरक्षण विभाग, वाणिज्य आपूर्ति तथा उपभोक्ता संरक्षण कार्यालय, वीरगंजमा दर्ता कायम भइको: [753, 345, 1455, 385]
- item-number: १.: [24, 1030, 35, 1046]
- guarantor-detail-line: ठेगाना : पर्सा जिल्ला, विरगंज उ.म.न.पा. वडा नं. २४: [24, 612, 279, 628]
- debtor1-header: ऋणीको नाम, ठेगाना: [15, 302, 736, 336]
- item-number: ११.: [24, 2279, 43, 2295]
- item-number: ३.: [24, 1986, 35, 2002]
- guarantor-detail-line: ठेगाना : पर्सा जिल्ला, बिन्दवासनी गा.वि.स. वडा नं. ८: [386, 1632, 648, 1648]
- numbered-item: [24, 1927, 1455, 1950]
- bid-submission-title: बोलपत्र पेश गर्ने अन्तिम मिति, समय र स्थान :: [53, 2439, 271, 2455]
- guarantor-cell: [375, 825, 736, 987]
- watermark-arrow-icon: ▶◀: [362, 1152, 402, 1181]
- item-text: ऋणी शिवरत्ती ट्रेडिङ्ग कन्सर्नले बैंकलाई लेखिदिएको मौज्दात तथा चल सम्पत्तिको धितो सम्बन्धी सम्झौता (Hypothecation Agreement) बमोजिमको सम्पत्ति र हक हस्तान्तरण सम्बन्धी सम्झौता पत्र (Assignment Agreement) बमोजिम भुक्तानी प्राप्त गर्ने रकमहरु।: [52, 1105, 726, 1169]
- item-text: ऋणी हाम्रो टायल्स एण्ड मार्बलले बैंकलाई लेखिदिएको मौज्दात तथा चल सम्पत्तिको धितो सम्बन्धी सम्झौता (Hypothecation Agreement) बमोजिमको सम्पत्ति र हक हस्तान्तरण सम्बन्धी सम्झौता पत्र (Assignment Agreement) बमोजिम भुक्तानी प्राप्त गर्ने रकमहरु।: [781, 832, 1455, 896]
- debtor1-guarantor-grid: [15, 481, 736, 987]
- item-text: शिलबन्दी बोलपत्र यस बैंकले उपलब्ध गराए बमोजिमको तोकिदिएको ढाँचामा पेश गर्नुपर्नेछ। साथै बोलपत्र सम्बन्धी अन्य शर्तहरु बोलपत्र फाराममा उल्लेख गरिए बमोजिम हुनेछ।: [781, 1593, 1455, 1633]
- guarantor-name: २. उमराउती देवी: [386, 1349, 470, 1365]
- numbered-item: [753, 948, 1455, 972]
- machhapuchhre-logo-icon: [870, 2439, 930, 2503]
- guarantor-cell: [15, 825, 375, 987]
- item-number: १०.: [24, 2251, 43, 2267]
- numbered-item: [753, 1435, 1455, 1482]
- guarantor-detail-line: ठेगाना : पर्सा जिल्ला, रामगढवा गा.वि.स. वडा नं. १: [386, 934, 637, 950]
- debtor2-address: ठेगाना : पर्सा जिल्ला, वीरगंज म.न.पा. वडा नं. १९, विन्दवासिनी,: [24, 1277, 342, 1293]
- guarantor-detail-line: बाजे : राम प्रसाद यादव, बाबु : श्रीचन्द्र यादव: [386, 1607, 606, 1623]
- numbered-item: [753, 976, 1455, 1023]
- bank-name: माछापुच्छ्रे बैंक: [943, 2449, 1156, 2496]
- guarantor-cell: [743, 481, 1464, 591]
- guarantor-detail-line: बाबु : रामाज्ञा राउत अहिर, बाजे : छठु राउत: [386, 563, 600, 579]
- numbered-item: [753, 829, 1455, 900]
- item-text: ऋणी सुदेश गल्ला भण्डारले बैंकलाई लेखिदिएको मौज्दात तथा चल सम्पत्तिको धितो सम्बन्धी सम्झौता (Hypothecation Agreement) बमोजिमको सम्पत्ति र हक हस्तान्तरण सम्बन्धी सम्झौता पत्र (Assignment Agreement) बमोजिम भुक्तानी प्राप्त गर्ने रकमहरु।: [52, 1827, 726, 1866]
- guarantor-detail-line: हाल : पर्सा जिल्ला, विरगंज उ.म.न.पा. वडा नं. १४: [24, 959, 269, 975]
- guarantor-cell: [15, 1339, 375, 1523]
- numbered-item: [24, 1954, 1455, 1978]
